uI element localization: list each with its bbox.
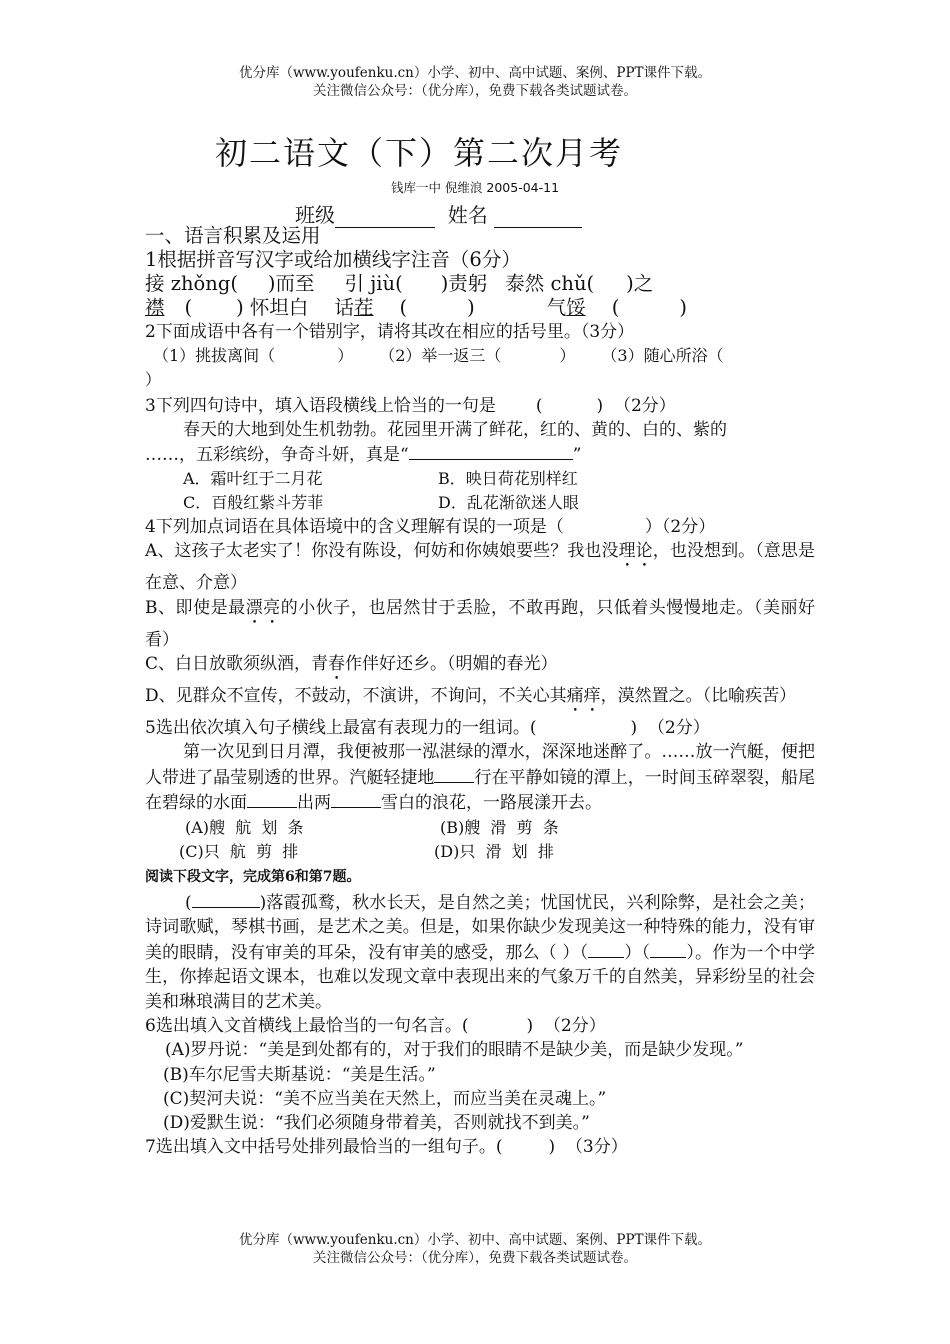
q3-passage-b-end: ” [572,445,582,465]
q3-option-d: D．乱花渐欲迷人眼 [438,493,579,512]
q1-r2-paren1: ( [184,296,193,319]
q4-a-post: ，也没想到。（意思是在意、介意） [145,541,816,593]
q4-option-c [145,652,815,684]
q1-stem: 1根据拼音写汉字或给加横线字注音（6分） [145,248,521,271]
q1-row2 [145,296,815,320]
q4-d-dotted: 痛痒 [566,686,601,706]
q1-r1-f: )之 [626,272,654,295]
q5-blank2 [247,790,297,808]
q6-option-b: (B)车尔尼雪夫斯基说：“美是生活。” [163,1064,436,1085]
footer-line-1: 优分库（www.youfenku.cn）小学、初中、高中试题、案例、PPT课件下载。 [238,1232,712,1248]
q1-r2-paren3-close: ) [679,296,687,319]
q3-options-ab [145,467,815,491]
q5-options-ab [145,816,815,840]
exam-content [145,224,815,1159]
q1-r1-b: )而至 [267,272,315,295]
q1-r2-char3: 馁 [566,296,586,319]
q3-option-c: C．百般红紫斗芳菲 [183,493,324,512]
q5-score: ) （2分） [630,718,710,738]
q6-option-a: (A)罗丹说：“美是到处都有的，对于我们的眼睛不是缺少美，而是缺少发现。” [165,1040,744,1060]
q5-stem: 5选出依次填入句子横线上最富有表现力的一组词。( [145,718,537,738]
q5-blank1 [434,765,474,783]
q5-option-d: (D)只 滑 划 排 [434,841,554,861]
q5-option-b: (B)艘 滑 剪 条 [440,817,559,837]
section-heading: 一、语言积累及运用 [145,224,321,247]
q4-c-post: 作伴好还乡。（明媚的春光） [345,654,558,674]
q5-p3: 出两 [297,793,331,813]
q1-r2-word1: ) 怀坦白 [236,296,309,319]
q1-r2-paren3: ( [611,296,620,319]
q4-option-b [145,596,815,653]
page-title: 初二语文（下）第二次月考 [215,134,624,172]
q1-r2-char2: 茬 [353,296,374,319]
reading-intro: 阅读下段文字，完成第6和第7题。 [145,868,361,885]
q4-a-dotted: 理论 [618,541,653,561]
q5-stem-line [145,716,815,740]
passage-blank2 [588,940,624,958]
q3-options-cd [145,491,815,515]
q1-row1 [145,272,815,296]
q5-p4: 雪白的浪花，一路展漾开去。 [381,793,602,813]
q1-r1-c: 引 jiù( [344,272,403,295]
q7-stem: 7选出填入文中括号处排列最恰当的一组句子。( [145,1136,503,1157]
q3-option-b: B．映日荷花别样红 [438,469,578,488]
q5-option-a: (A)艘 航 划 条 [185,817,304,837]
q1-r2-paren2: ( [399,296,408,319]
q2-item1: （1）挑拔离间（ [153,346,276,365]
passage-blank1 [192,890,260,908]
q4-a-pre: A、这孩子太老实了！你没有陈设，何妨和你姨娘要些？我也没 [145,541,619,561]
q6-option-c: (C)契河夫说：“美不应当美在天然上，而应当美在灵魂上。” [163,1088,607,1109]
q2-stem: 2下面成语中各有一个错别字，请将其改在相应的括号里。（3分） [145,322,635,342]
passage-mid2: ）。作为一个中学生，你捧起语文课本，也难以发现文章中表现出来的气象万千的自然美，异彩纷呈的社会美和琳琅满目的艺术美。 [145,942,816,1012]
q5-blank3 [331,790,381,808]
name-label: 姓名 [447,203,488,227]
q3-passage-a: 春天的大地到处生机勃勃。花园里开满了鲜花，红的、黄的、白的、紫的 [183,420,727,440]
footer-line-2: 关注微信公众号：（优分库），免费下载各类试题试卷。 [313,1250,637,1266]
q5-passage [145,740,815,816]
q5-option-c: (C)只 航 剪 排 [179,841,299,861]
q4-d-pre: D、见群众不宣传，不鼓动，不演讲，不询问，不关心其 [145,686,567,706]
q3-passage-b [145,442,815,467]
q4-d-post: ，漠然置之。（比喻疾苦） [600,686,797,706]
q2-item1-close: ） [337,346,354,365]
q4-b-pre: B、即使是最 [145,597,246,618]
q1-r1-e: 泰然 chǔ( [505,272,595,295]
q5-options-cd [145,840,815,864]
q2-item3: （3）随心所浴（ [601,346,724,365]
q1-r2-char1: 襟 [145,296,165,319]
q1-r2-paren2-close: ) [467,296,475,319]
header-line-1: 优分库（www.youfenku.cn）小学、初中、高中试题、案例、PPT课件下载。 [238,65,712,81]
q4-c-dotted: 春 [328,654,346,674]
passage-open: ( [185,892,192,913]
q1-r2-word3: 气 [546,296,567,319]
q6-option-d: (D)爱默生说：“我们必须随身带着美，否则就找不到美。” [163,1112,590,1133]
author-line: 钱库一中 倪维浪 2005-04-11 [390,180,560,195]
reading-passage [145,890,815,1015]
q3-passage-b-text: ……，五彩缤纷，争奇斗妍，真是“ [145,445,409,465]
q1-r2-word2: 话 [334,296,354,319]
q7-score: ) （3分） [548,1136,628,1157]
q2-items [145,344,815,368]
q6-score: ) （2分） [526,1016,606,1036]
passage-after-blank: )落霞孤鹜，秋水长天，是自然之美；忧国忧民，兴利除弊，是社会之美；诗词歌赋，琴棋书画，是艺术之美。但是，如果你缺少发现美这一种特殊的能力，没有审美的眼睛，没有审美的耳朵，没有审美的感受，那么（ ）（ [145,892,815,963]
q6-stem: 6选出填入文首横线上最恰当的一句名言。( [145,1016,469,1036]
passage-blank3 [650,940,686,958]
q4-option-a [145,539,815,596]
passage-mid1: ）（ [624,942,651,963]
header-line-2: 关注微信公众号：（优分库），免费下载各类试题试卷。 [313,83,637,99]
q1-r1-a: 接 zhǒng( [145,272,238,295]
q4-c-pre: C、白日放歌须纵酒，青 [145,654,329,674]
q3-option-a: A．霜叶红于二月花 [183,469,323,488]
q4-b-dotted: 漂亮 [245,597,281,618]
q1-r1-d: )责躬 [440,272,488,295]
q4-b-post: 的小伙子，也居然甘于丢脸，不敢再跑，只低着头慢慢地走。（美丽好看） [145,597,816,650]
q3-score: ( ) （2分） [535,396,676,416]
q3-stem-line [145,394,815,418]
q4-option-d [145,684,815,716]
q6-stem-line [145,1014,815,1038]
q5-p2: 行在平静如镜的潭上，一时间玉碎翠裂，船尾在碧绿的水面 [145,767,816,813]
q3-blank [409,442,573,460]
q2-tail: ） [145,370,162,389]
class-label: 班级 [295,203,335,227]
q7-stem-line [145,1135,815,1159]
q2-item2-close: ） [559,346,576,365]
q4-stem: 4下列加点词语在具体语境中的含义理解有误的一项是（ ）（2分） [145,517,716,537]
q2-item2: （2）举一返三（ [379,346,502,365]
q3-stem: 3下列四句诗中，填入语段横线上恰当的一句是 [145,396,496,416]
q5-p1: 第一次见到日月潭，我便被那一泓湛绿的潭水，深深地迷醉了。……放一汽艇，便把人带进了晶莹剔透的世界。汽艇轻捷地 [145,742,815,788]
